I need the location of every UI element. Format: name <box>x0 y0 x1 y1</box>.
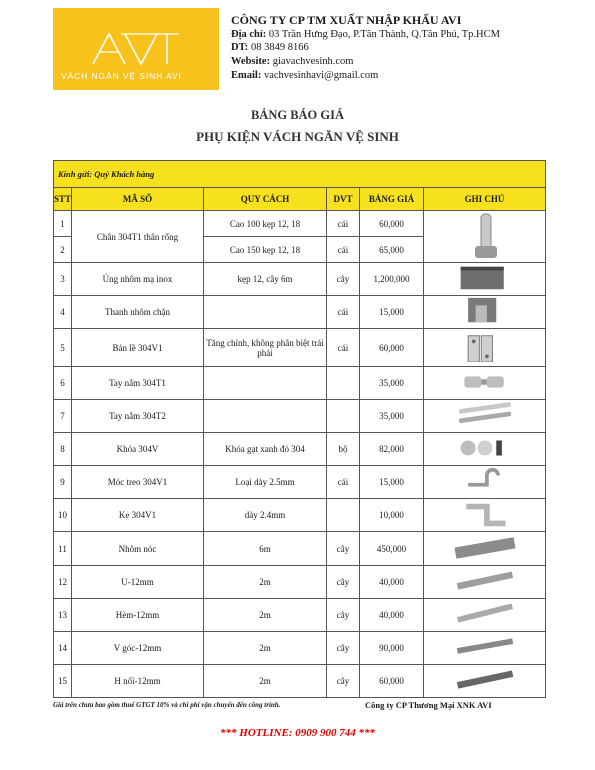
table-row <box>54 499 546 532</box>
row-code: Bản lề 304V1 <box>72 329 204 367</box>
row-code: Móc treo 304V1 <box>72 466 204 499</box>
row-unit: cây <box>327 532 360 566</box>
company-name: CÔNG TY CP TM XUẤT NHẬP KHẨU AVI <box>231 13 462 27</box>
avi-logo-mark <box>91 30 183 66</box>
row-image <box>424 296 546 329</box>
row-stt: 7 <box>54 400 72 433</box>
row-spec: Cao 100 kẹp 12, 18 <box>204 211 327 237</box>
row-unit: cây <box>327 566 360 599</box>
row-image <box>424 632 546 665</box>
row-stt: 5 <box>54 329 72 367</box>
company-address: Địa chỉ: 03 Trần Hưng Đạo, P.Tân Thành, Q.Tân Phú, Tp.HCM <box>231 28 500 40</box>
row-stt: 2 <box>54 237 72 263</box>
row-image <box>424 329 546 367</box>
table-row <box>54 665 546 698</box>
row-stt: 11 <box>54 532 72 566</box>
table-row <box>54 367 546 400</box>
row-image <box>424 367 546 400</box>
header-note: GHI CHÚ <box>424 188 546 211</box>
document-title: BẢNG BÁO GIÁ <box>250 108 345 122</box>
row-price: 15,000 <box>360 296 424 329</box>
row-code: V góc-12mm <box>72 632 204 665</box>
header-unit: DVT <box>327 188 360 211</box>
header-code: MÃ SỐ <box>72 188 204 211</box>
row-price: 60,000 <box>360 665 424 698</box>
row-unit <box>327 499 360 532</box>
table-row <box>54 532 546 566</box>
row-stt: 12 <box>54 566 72 599</box>
header-spec: QUY CÁCH <box>204 188 327 211</box>
hinge-icon <box>445 332 525 362</box>
row-price: 60,000 <box>360 329 424 367</box>
row-stt: 1 <box>54 211 72 237</box>
row-unit: cây <box>327 665 360 698</box>
v-corner-profile-icon <box>445 632 525 662</box>
footer-note: Giá trên chưa bao gồm thuế GTGT 10% và chi phí vận chuyển đến công trình. <box>53 701 281 709</box>
row-spec: Loại dày 2.5mm <box>204 466 327 499</box>
row-spec: 2m <box>204 566 327 599</box>
table-row <box>54 599 546 632</box>
row-unit: cây <box>327 263 360 296</box>
table-body <box>54 211 546 698</box>
row-price: 35,000 <box>360 367 424 400</box>
row-stt: 6 <box>54 367 72 400</box>
row-code: Chân 304T1 thân rổng <box>72 211 204 263</box>
row-stt: 14 <box>54 632 72 665</box>
row-stt: 9 <box>54 466 72 499</box>
row-stt: 10 <box>54 499 72 532</box>
row-unit: cái <box>327 237 360 263</box>
company-info <box>231 14 500 83</box>
aluminum-channel-icon <box>445 263 525 293</box>
row-code: Ke 304V1 <box>72 499 204 532</box>
footer-signature: Công ty CP Thương Mại XNK AVI <box>365 700 492 710</box>
row-price: 65,000 <box>360 237 424 263</box>
row-unit: cây <box>327 632 360 665</box>
row-unit: cái <box>327 466 360 499</box>
row-unit <box>327 367 360 400</box>
logo-caption: VÁCH NGĂN VỆ SINH AVI <box>61 71 182 81</box>
table-header <box>54 188 546 211</box>
table-row <box>54 632 546 665</box>
row-code: Ủng nhôm mạ inox <box>72 263 204 296</box>
company-phone: DT: 08 3849 8166 <box>231 42 309 54</box>
row-price: 82,000 <box>360 433 424 466</box>
table-row <box>54 211 546 237</box>
row-code: H nối-12mm <box>72 665 204 698</box>
row-unit: cái <box>327 329 360 367</box>
row-spec: Cao 150 kẹp 12, 18 <box>204 237 327 263</box>
row-image <box>424 211 546 263</box>
header-price: BẢNG GIÁ <box>360 188 424 211</box>
company-email: Email: vachvesinhavi@gmail.com <box>231 69 379 81</box>
groove-profile-icon <box>445 599 525 629</box>
row-spec <box>204 296 327 329</box>
bracket-icon <box>445 499 525 529</box>
row-price: 450,000 <box>360 532 424 566</box>
table-row <box>54 433 546 466</box>
greeting: Kính gửi: Quý Khách hàng <box>54 161 546 188</box>
row-code: Tay nắm 304T1 <box>72 367 204 400</box>
row-spec: Khóa gạt xanh đỏ 304 <box>204 433 327 466</box>
row-spec: kẹp 12, cây 6m <box>204 263 327 296</box>
hook-icon <box>445 466 525 496</box>
row-code: Khóa 304V <box>72 433 204 466</box>
row-code: Nhôm nóc <box>72 532 204 566</box>
table-row <box>54 296 546 329</box>
row-price: 60,000 <box>360 211 424 237</box>
row-image <box>424 599 546 632</box>
top-rail-icon <box>445 533 525 563</box>
row-price: 40,000 <box>360 566 424 599</box>
price-table <box>53 160 546 698</box>
row-code: Thanh nhôm chặn <box>72 296 204 329</box>
row-code: Hèm-12mm <box>72 599 204 632</box>
table-row <box>54 466 546 499</box>
row-spec: dày 2.4mm <box>204 499 327 532</box>
row-unit <box>327 400 360 433</box>
lock-icon <box>445 433 525 463</box>
row-unit: cây <box>327 599 360 632</box>
row-price: 15,000 <box>360 466 424 499</box>
h-joint-profile-icon <box>445 665 525 695</box>
row-spec: 2m <box>204 632 327 665</box>
row-code: U-12mm <box>72 566 204 599</box>
row-stt: 3 <box>54 263 72 296</box>
row-stt: 4 <box>54 296 72 329</box>
row-stt: 13 <box>54 599 72 632</box>
row-image <box>424 499 546 532</box>
table-row <box>54 400 546 433</box>
row-image <box>424 400 546 433</box>
company-website: Website: giavachvesinh.com <box>231 56 354 68</box>
hotline[interactable]: *** HOTLINE: 0909 900 744 *** <box>220 727 375 739</box>
knob-handle-icon <box>445 367 525 397</box>
row-price: 1,200,000 <box>360 263 424 296</box>
row-price: 40,000 <box>360 599 424 632</box>
row-price: 90,000 <box>360 632 424 665</box>
toilet-leg-icon <box>445 212 525 260</box>
table-row <box>54 566 546 599</box>
header-stt: STT <box>54 188 72 211</box>
row-image <box>424 466 546 499</box>
row-image <box>424 665 546 698</box>
document-subtitle: PHỤ KIỆN VÁCH NGĂN VỆ SINH <box>196 129 399 144</box>
row-spec <box>204 367 327 400</box>
row-unit: cái <box>327 211 360 237</box>
row-price: 10,000 <box>360 499 424 532</box>
row-unit: cái <box>327 296 360 329</box>
table-row <box>54 329 546 367</box>
u-profile-icon <box>445 566 525 596</box>
stopper-bar-icon <box>445 296 525 326</box>
bar-handle-icon <box>445 400 525 430</box>
row-image <box>424 263 546 296</box>
row-image <box>424 566 546 599</box>
row-spec: 2m <box>204 599 327 632</box>
row-code: Tay nắm 304T2 <box>72 400 204 433</box>
row-spec: Tăng chỉnh, không phân biệt trái phải <box>204 329 327 367</box>
table-row <box>54 263 546 296</box>
company-logo <box>53 8 219 90</box>
row-spec: 6m <box>204 532 327 566</box>
row-spec: 2m <box>204 665 327 698</box>
row-spec <box>204 400 327 433</box>
row-unit: bộ <box>327 433 360 466</box>
row-price: 35,000 <box>360 400 424 433</box>
row-image <box>424 532 546 566</box>
row-stt: 8 <box>54 433 72 466</box>
row-stt: 15 <box>54 665 72 698</box>
row-image <box>424 433 546 466</box>
